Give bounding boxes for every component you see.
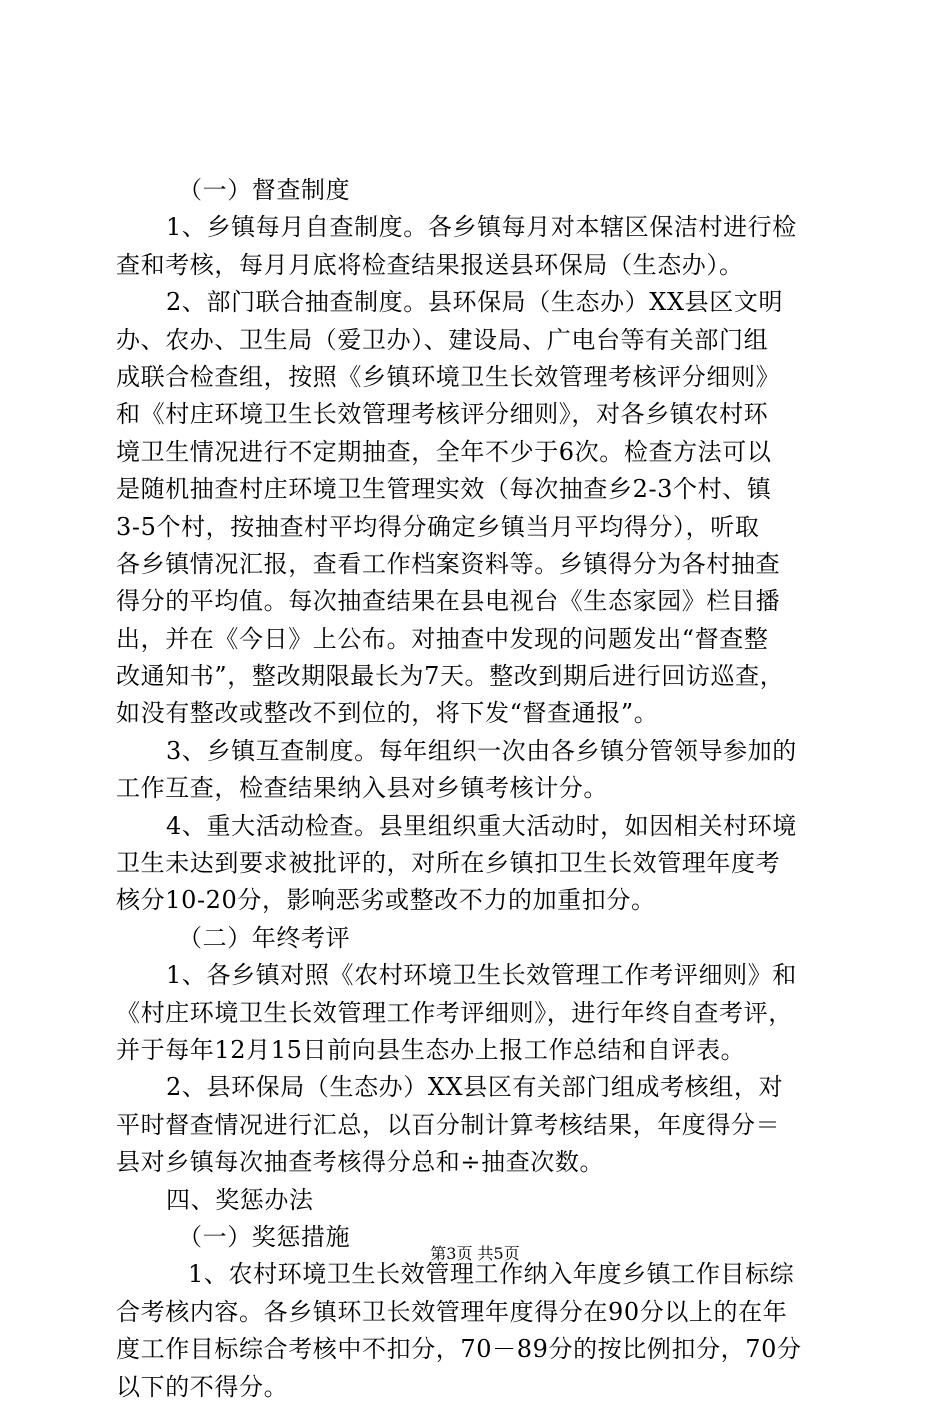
paragraph-line: 县对乡镇每次抽查考核得分总和÷抽查次数。 xyxy=(116,1148,605,1177)
section-heading-supervision: （一）督查制度 xyxy=(178,176,351,204)
paragraph-line: 成联合检查组，按照《乡镇环境卫生长效管理考核评分细则》 xyxy=(116,362,781,391)
paragraph-line: 2、县环保局（生态办）XX县区有关部门组成考核组，对 xyxy=(166,1073,784,1102)
section-heading-rewards-penalties: 四、奖惩办法 xyxy=(166,1185,314,1214)
paragraph-line: 各乡镇情况汇报，查看工作档案资料等。乡镇得分为各村抽查 xyxy=(116,549,781,578)
paragraph-line: 办、农办、卫生局（爱卫办）、建设局、广电台等有关部门组 xyxy=(116,325,769,354)
section-heading-measures: （一）奖惩措施 xyxy=(178,1222,351,1251)
paragraph-line: 1、各乡镇对照《农村环境卫生长效管理工作考评细则》和 xyxy=(166,961,797,990)
paragraph-line: 核分10-20分，影响恶劣或整改不力的加重扣分。 xyxy=(116,886,656,915)
paragraph-line: 3、乡镇互查制度。每年组织一次由各乡镇分管领导参加的 xyxy=(166,736,797,765)
paragraph-line: 2、部门联合抽查制度。县环保局（生态办）XX县区文明 xyxy=(166,288,784,317)
paragraph-line: 4、重大活动检查。县里组织重大活动时，如因相关村环境 xyxy=(166,811,797,840)
paragraph-line: 工作互查，检查结果纳入县对乡镇考核计分。 xyxy=(116,774,608,803)
paragraph-line: 卫生未达到要求被批评的，对所在乡镇扣卫生长效管理年度考 xyxy=(116,849,781,878)
paragraph-line: 3-5个村，按抽查村平均得分确定乡镇当月平均得分），听取 xyxy=(116,512,760,541)
paragraph-line: 度工作目标综合考核中不扣分，70－89分的按比例扣分，70分 xyxy=(116,1335,802,1364)
paragraph-line: 境卫生情况进行不定期抽查，全年不少于6次。检查方法可以 xyxy=(116,437,772,466)
paragraph-line: 出，并在《今日》上公布。对抽查中发现的问题发出“督查整 xyxy=(116,624,769,653)
document-body xyxy=(116,172,836,1406)
paragraph-line: 以下的不得分。 xyxy=(116,1372,289,1401)
paragraph-line: 《村庄环境卫生长效管理工作考评细则》，进行年终自查考评， xyxy=(116,998,793,1027)
section-heading-year-end-review: （二）年终考评 xyxy=(178,923,351,952)
paragraph-line: 1、乡镇每月自查制度。各乡镇每月对本辖区保洁村进行检 xyxy=(166,213,797,242)
paragraph-line: 如没有整改或整改不到位的，将下发“督查通报”。 xyxy=(116,699,659,728)
paragraph-line: 并于每年12月15日前向县生态办上报工作总结和自评表。 xyxy=(116,1035,746,1064)
paragraph-line: 得分的平均值。每次抽查结果在县电视台《生态家园》栏目播 xyxy=(116,587,781,616)
paragraph-line: 查和考核，每月月底将检查结果报送县环保局（生态办）。 xyxy=(116,250,744,279)
paragraph-line: 是随机抽查村庄环境卫生管理实效（每次抽查乡2-3个村、镇 xyxy=(116,475,772,504)
paragraph-line: 改通知书”，整改期限最长为7天。整改到期后进行回访巡查， xyxy=(116,662,785,691)
paragraph-line: 合考核内容。各乡镇环卫长效管理年度得分在90分以上的在年 xyxy=(116,1297,788,1326)
paragraph-line: 平时督查情况进行汇总，以百分制计算考核结果，年度得分＝ xyxy=(116,1110,781,1139)
paragraph-line: 1、农村环境卫生长效管理工作纳入年度乡镇工作目标综 xyxy=(188,1260,795,1289)
paragraph-line: 和《村庄环境卫生长效管理考核评分细则》，对各乡镇农村环 xyxy=(116,400,769,429)
page-number-footer: 第3页 共5页 xyxy=(430,1244,520,1263)
